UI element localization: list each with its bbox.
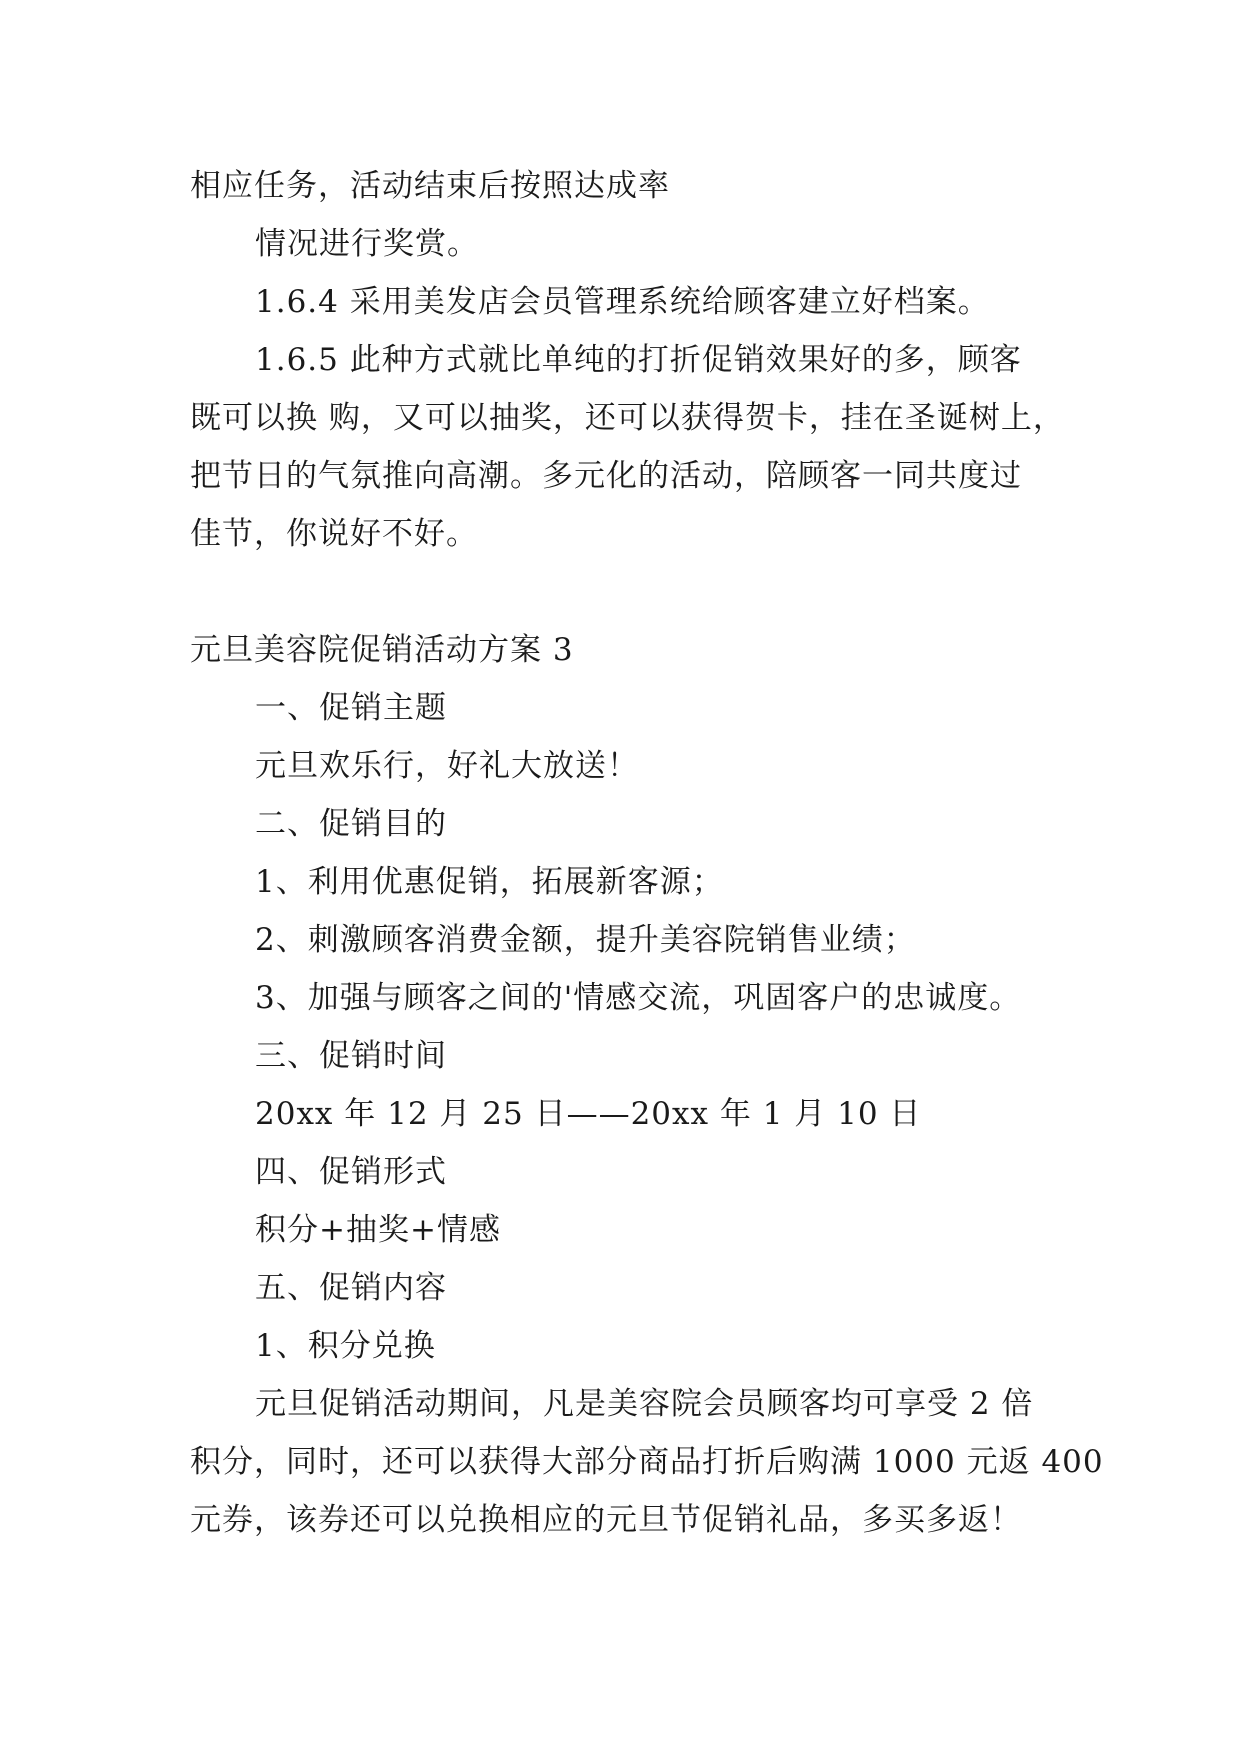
text-line: 情况进行奖赏。 bbox=[255, 226, 479, 262]
text-line: 1.6.4 采用美发店会员管理系统给顾客建立好档案。 bbox=[255, 284, 990, 320]
text-line: 元券，该券还可以兑换相应的元旦节促销礼品，多买多返！ bbox=[190, 1502, 1022, 1538]
text-line: 20xx 年 12 月 25 日——20xx 年 1 月 10 日 bbox=[255, 1096, 922, 1132]
heading-purpose: 二、促销目的 bbox=[255, 806, 447, 842]
text-line: 积分+抽奖+情感 bbox=[255, 1212, 501, 1248]
heading-content: 五、促销内容 bbox=[255, 1270, 447, 1306]
subheading: 1、积分兑换 bbox=[255, 1328, 436, 1364]
text-line: 把节日的气氛推向高潮。多元化的活动，陪顾客一同共度过 bbox=[190, 458, 1022, 494]
text-line: 元旦欢乐行，好礼大放送！ bbox=[255, 748, 639, 784]
heading-time: 三、促销时间 bbox=[255, 1038, 447, 1074]
list-item: 3、加强与顾客之间的'情感交流，巩固客户的忠诚度。 bbox=[255, 980, 1022, 1016]
text-line: 相应任务，活动结束后按照达成率 bbox=[190, 168, 670, 204]
section-title: 元旦美容院促销活动方案 3 bbox=[190, 632, 574, 668]
heading-theme: 一、促销主题 bbox=[255, 690, 447, 726]
text-line: 1.6.5 此种方式就比单纯的打折促销效果好的多，顾客 bbox=[255, 342, 1022, 378]
text-line: 既可以换 购，又可以抽奖，还可以获得贺卡，挂在圣诞树上， bbox=[190, 400, 1065, 436]
list-item: 1、利用优惠促销，拓展新客源； bbox=[255, 864, 724, 900]
heading-form: 四、促销形式 bbox=[255, 1154, 447, 1190]
text-line: 佳节，你说好不好。 bbox=[190, 516, 478, 552]
text-line: 元旦促销活动期间，凡是美容院会员顾客均可享受 2 倍 bbox=[255, 1386, 1034, 1422]
list-item: 2、刺激顾客消费金额，提升美容院销售业绩； bbox=[255, 922, 916, 958]
text-line: 积分，同时，还可以获得大部分商品打折后购满 1000 元返 400 bbox=[190, 1444, 1104, 1480]
